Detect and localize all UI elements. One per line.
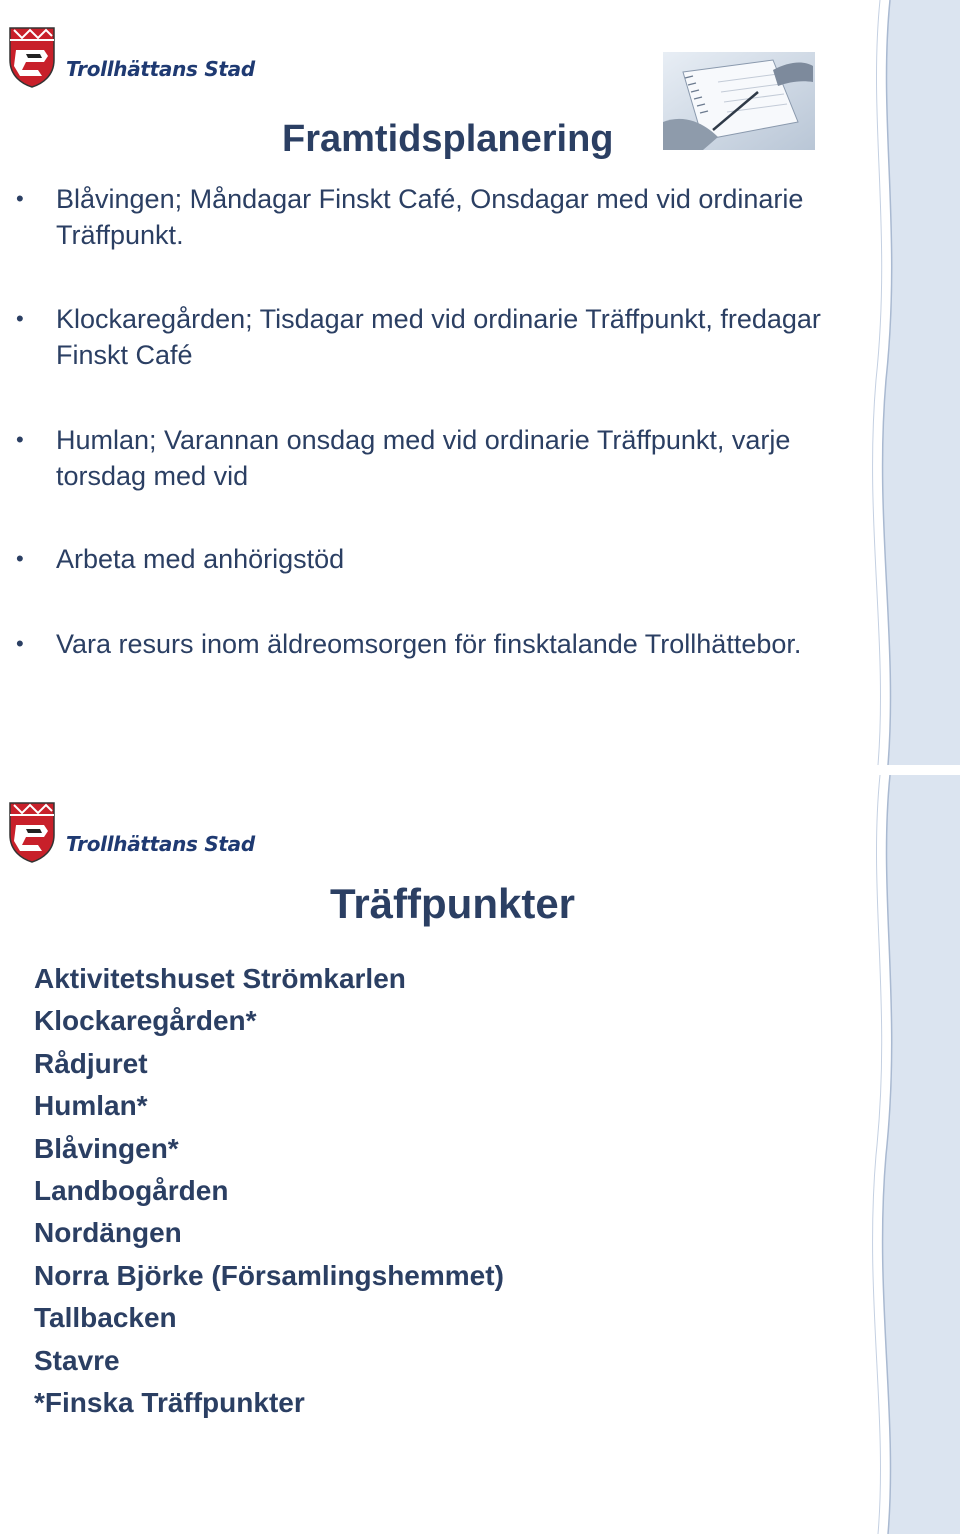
list-item: Blåvingen*	[34, 1132, 179, 1164]
list-item: Tallbacken	[34, 1302, 177, 1334]
list-item	[16, 541, 856, 577]
list-item	[16, 181, 856, 253]
side-wave-band	[870, 0, 960, 765]
bullet-icon: •	[16, 306, 24, 331]
list-item-text: Vara resurs inom äldreomsorgen för finsktalande Trollhättebor.	[56, 629, 802, 659]
list-item: Landbogården	[34, 1175, 229, 1207]
side-wave-band	[870, 775, 960, 1534]
logo-text: Trollhättans Stad	[66, 57, 255, 81]
list-item: Klockaregården*	[34, 1005, 257, 1037]
list-item: Humlan*	[34, 1090, 148, 1122]
bullet-icon: •	[16, 427, 24, 452]
logo-text: Trollhättans Stad	[66, 832, 255, 856]
notebook-photo	[663, 52, 815, 150]
slide-framtidsplanering	[0, 0, 960, 765]
coat-of-arms-icon	[8, 801, 56, 863]
list-item: Norra Björke (Församlingshemmet)	[34, 1259, 504, 1291]
bullet-icon: •	[16, 546, 24, 571]
list-item	[16, 301, 856, 373]
bullet-icon: •	[16, 631, 24, 656]
slide-traffpunkter	[0, 775, 960, 1534]
list-item-text: Humlan; Varannan onsdag med vid ordinarie Träffpunkt, varje torsdag med vid	[56, 425, 791, 491]
page-title: Träffpunkter	[330, 880, 576, 927]
list-item: Rådjuret	[34, 1047, 148, 1079]
trollhattan-logo	[8, 801, 253, 865]
list-item	[16, 626, 856, 662]
footnote: *Finska Träffpunkter	[34, 1387, 305, 1419]
list-item: Nordängen	[34, 1217, 182, 1249]
trollhattan-logo	[8, 26, 253, 90]
list-item	[16, 422, 856, 494]
list-item: Aktivitetshuset Strömkarlen	[34, 963, 406, 994]
traffpunkt-list	[34, 958, 504, 1424]
bullet-icon: •	[16, 186, 24, 211]
page-title: Framtidsplanering	[282, 118, 614, 160]
list-item-text: Arbeta med anhörigstöd	[56, 544, 345, 574]
list-item: Stavre	[34, 1344, 120, 1376]
list-item-text: Klockaregården; Tisdagar med vid ordinarie Träffpunkt, fredagar Finskt Café	[56, 304, 821, 370]
coat-of-arms-icon	[8, 26, 56, 88]
list-item-text: Blåvingen; Måndagar Finskt Café, Onsdagar med vid ordinarie Träffpunkt.	[56, 184, 804, 250]
